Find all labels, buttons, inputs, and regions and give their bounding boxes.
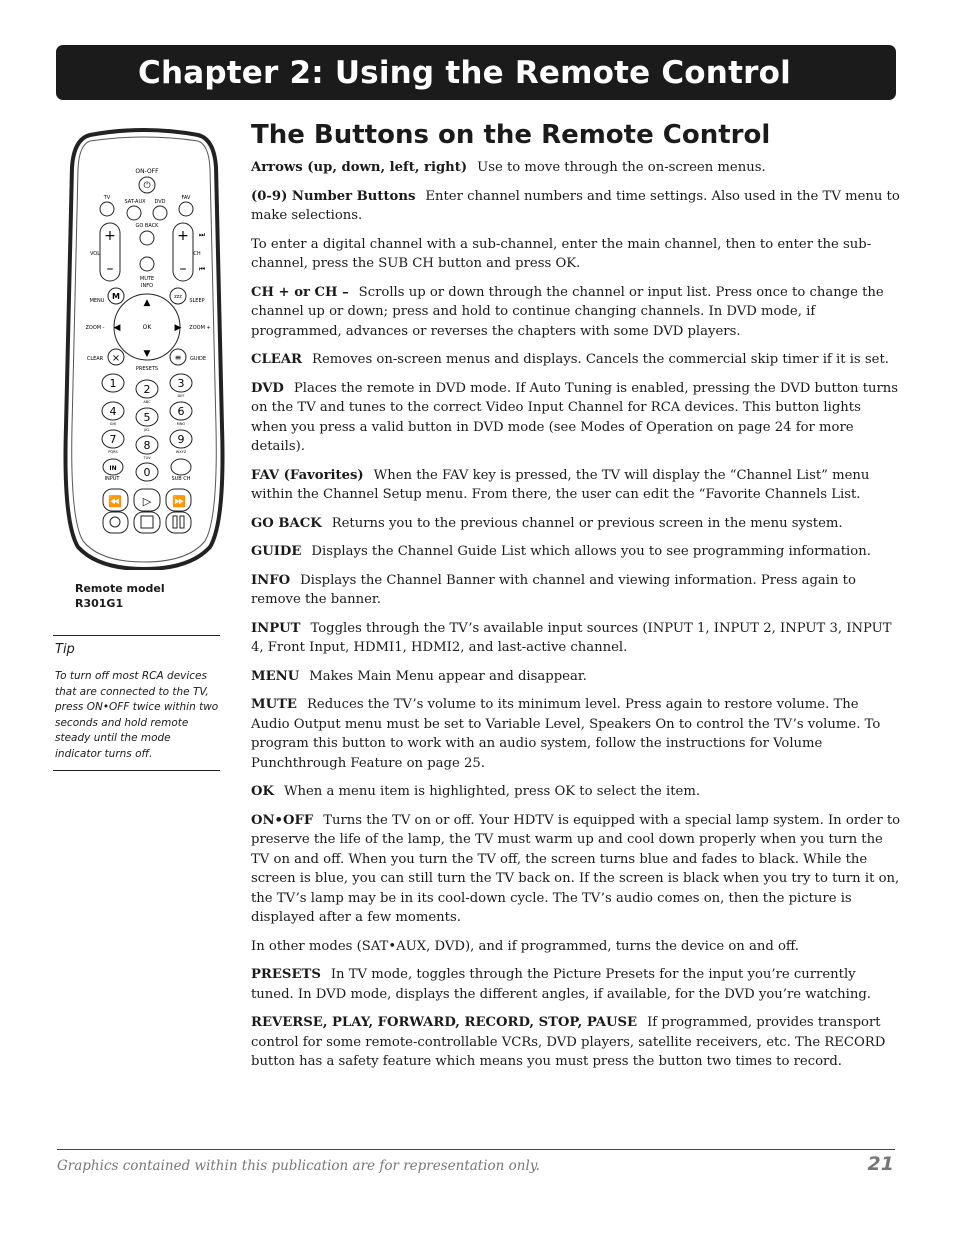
label-sub-ch: SUB CH bbox=[171, 476, 191, 482]
svg-text:▲: ▲ bbox=[143, 298, 151, 308]
label-dvd: DVD bbox=[154, 199, 166, 205]
label-tv: TV bbox=[103, 195, 111, 201]
entry-presets bbox=[251, 965, 901, 1004]
entry-mute bbox=[251, 695, 901, 773]
digit-1: 1 bbox=[109, 377, 117, 390]
entry-text: Makes Main Menu appear and disappear. bbox=[309, 668, 587, 684]
svg-text:–: – bbox=[179, 261, 187, 277]
svg-text:⏻: ⏻ bbox=[143, 181, 151, 191]
letters-4: GHI bbox=[109, 422, 117, 426]
letters-2: ABC bbox=[143, 400, 151, 404]
letters-9: WXYZ bbox=[175, 450, 187, 454]
label-ok: OK bbox=[142, 324, 152, 331]
transport-controls bbox=[103, 489, 191, 533]
svg-text:+: + bbox=[177, 228, 189, 244]
svg-text:▶: ▶ bbox=[174, 323, 182, 333]
section-title: The Buttons on the Remote Control bbox=[251, 120, 771, 150]
fav-button bbox=[179, 202, 193, 216]
svg-text:▼: ▼ bbox=[143, 349, 151, 359]
entry-term: OK bbox=[251, 784, 274, 799]
letters-7: PQRS bbox=[108, 450, 118, 454]
label-zoom-plus: ZOOM + bbox=[189, 325, 211, 331]
entry-term: MUTE bbox=[251, 697, 297, 712]
entry-sub-channel bbox=[251, 235, 901, 274]
digit-3: 3 bbox=[177, 377, 185, 390]
svg-text:⏮: ⏮ bbox=[198, 265, 206, 273]
entry-text: Places the remote in DVD mode. If Auto Tuning is enabled, pressing the DVD button turns on the TV and tunes to the correct Video Input Channel for RCA devices. This button lights when you press a valid button in DVD mode (see Modes of Operation on page 24 for more details). bbox=[251, 380, 899, 454]
entry-text: Use to move through the on-screen menus. bbox=[477, 160, 766, 175]
entry-menu bbox=[251, 667, 901, 687]
label-on-off: ON-OFF bbox=[135, 168, 159, 175]
label-sleep: SLEEP bbox=[189, 298, 205, 304]
tip-title: Tip bbox=[55, 642, 75, 657]
remote-caption-line2: R301G1 bbox=[75, 597, 124, 610]
digit-7: 7 bbox=[109, 433, 117, 446]
digit-5: 5 bbox=[143, 411, 151, 424]
tv-button bbox=[100, 202, 114, 216]
entry-ch bbox=[251, 283, 901, 342]
label-menu: MENU bbox=[89, 298, 105, 304]
label-presets: PRESETS bbox=[135, 366, 159, 372]
letters-8: TUV bbox=[143, 456, 151, 460]
reverse-icon: ⏪ bbox=[108, 495, 122, 508]
entry-arrows bbox=[251, 158, 901, 178]
remote-drawing bbox=[60, 127, 228, 570]
remote-caption bbox=[75, 581, 165, 611]
digit-9: 9 bbox=[177, 433, 185, 446]
main-content bbox=[251, 120, 901, 1081]
entry-text: When the FAV key is pressed, the TV will display the “Channel List” menu within the Channel Setup menu. From there, the user can edit the “Favorite Channels List. bbox=[251, 467, 870, 502]
entry-term: CLEAR bbox=[251, 352, 303, 367]
svg-text:◀: ◀ bbox=[113, 323, 121, 333]
mute-button bbox=[140, 257, 154, 271]
tip-box bbox=[53, 635, 220, 771]
remote-illustration bbox=[60, 127, 228, 570]
footer-rule bbox=[57, 1149, 895, 1150]
entry-on-off bbox=[251, 811, 901, 928]
entry-dvd bbox=[251, 379, 901, 457]
entry-term: ON•OFF bbox=[251, 812, 314, 828]
svg-text:IN: IN bbox=[109, 465, 117, 472]
label-input: INPUT bbox=[104, 476, 120, 482]
chapter-title: Chapter 2: Using the Remote Control bbox=[138, 54, 791, 91]
entry-term: INPUT bbox=[251, 620, 301, 636]
entry-text: Reduces the TV’s volume to its minimum level. Press again to restore volume. The Audio Output menu must be set to Variable Level, Speakers On to control the TV’s volume. To program this button to work with an audio system, follow the instructions for Volume Punchthrough Feature on page 25. bbox=[251, 697, 881, 771]
label-zoom-minus: ZOOM - bbox=[85, 325, 105, 331]
digit-6: 6 bbox=[177, 405, 185, 418]
entry-term: PRESETS bbox=[251, 967, 321, 982]
svg-text:zzz: zzz bbox=[174, 294, 182, 300]
entry-text: Displays the Channel Banner with channel and viewing information. Press again to remove the banner. bbox=[251, 572, 856, 607]
entry-other-modes bbox=[251, 937, 901, 957]
entry-go-back bbox=[251, 514, 901, 534]
go-back-button bbox=[140, 231, 154, 245]
label-vol: VOL bbox=[89, 251, 101, 257]
digit-2: 2 bbox=[143, 383, 151, 396]
entry-input bbox=[251, 619, 901, 658]
entry-fav bbox=[251, 466, 901, 505]
forward-icon: ⏩ bbox=[172, 495, 186, 508]
label-sat-aux: SAT-AUX bbox=[124, 199, 146, 205]
svg-text:+: + bbox=[104, 228, 116, 244]
entry-term: CH + or CH – bbox=[251, 284, 349, 300]
entry-text: Displays the Channel Guide List which allows you to see programming information. bbox=[311, 544, 871, 559]
svg-text:–: – bbox=[106, 261, 114, 277]
entry-info bbox=[251, 571, 901, 610]
entry-number-buttons bbox=[251, 187, 901, 226]
label-guide: GUIDE bbox=[189, 356, 207, 362]
entry-transport bbox=[251, 1013, 901, 1072]
entry-term: REVERSE, PLAY, FORWARD, RECORD, STOP, PAUSE bbox=[251, 1015, 638, 1030]
footer-note: Graphics contained within this publication are for representation only. bbox=[57, 1158, 540, 1174]
letters-6: MNO bbox=[176, 422, 186, 426]
play-icon: ▷ bbox=[142, 495, 152, 508]
entry-term: INFO bbox=[251, 572, 291, 588]
entry-text: In TV mode, toggles through the Picture Presets for the input you’re currently tuned. In DVD mode, displays the different angles, if available, for the DVD you’re watching. bbox=[251, 967, 871, 1002]
letters-3: DEF bbox=[177, 394, 185, 398]
sub-ch-button bbox=[171, 459, 191, 475]
entry-text: Scrolls up or down through the channel or input list. Press once to change the channel up or down; press and hold to continue changing channels. In DVD mode, if programmed, advances or reverses the chapters with some DVD players. bbox=[251, 284, 884, 339]
entry-term: GUIDE bbox=[251, 544, 302, 559]
digit-key-1 bbox=[102, 374, 124, 392]
svg-text:≡: ≡ bbox=[174, 353, 182, 362]
entry-text: Removes on-screen menus and displays. Cancels the commercial skip timer if it is set. bbox=[312, 352, 889, 367]
entry-term: FAV (Favorites) bbox=[251, 467, 364, 483]
entry-clear bbox=[251, 350, 901, 370]
page-number: 21 bbox=[867, 1153, 894, 1175]
letters-5: JKL bbox=[144, 428, 150, 432]
dvd-button bbox=[153, 206, 167, 220]
entry-text: Returns you to the previous channel or previous screen in the menu system. bbox=[331, 515, 843, 531]
svg-text:×: × bbox=[111, 353, 121, 364]
remote-caption-line1: Remote model bbox=[75, 582, 165, 595]
digit-4: 4 bbox=[109, 405, 117, 418]
entry-text: If programmed, provides transport control for some remote-controllable VCRs, DVD players, satellite receivers, etc. The RECORD button has a safety feature which means you must press the button two times to record. bbox=[251, 1015, 886, 1069]
letters-0: - bbox=[146, 482, 148, 486]
label-mute: MUTE bbox=[139, 276, 155, 282]
entry-text: When a menu item is highlighted, press OK to select the item. bbox=[283, 784, 701, 799]
svg-text:M: M bbox=[112, 292, 120, 301]
label-ch: CH bbox=[193, 251, 201, 257]
entry-term: MENU bbox=[251, 668, 300, 684]
entry-text: Enter channel numbers and time settings. Also used in the TV menu to make selections. bbox=[251, 188, 900, 223]
entry-term: (0-9) Number Buttons bbox=[251, 188, 416, 204]
entry-term: Arrows (up, down, left, right) bbox=[251, 160, 468, 175]
entry-term: DVD bbox=[251, 380, 284, 396]
digit-8: 8 bbox=[143, 439, 151, 452]
entry-term: GO BACK bbox=[251, 515, 322, 531]
label-info: INFO bbox=[140, 283, 154, 289]
label-fav: FAV bbox=[181, 195, 191, 201]
digit-0: 0 bbox=[143, 466, 151, 479]
label-go-back: GO BACK bbox=[135, 223, 159, 229]
svg-text:⏭: ⏭ bbox=[198, 231, 206, 239]
entry-text: In other modes (SAT•AUX, DVD), and if programmed, turns the device on and off. bbox=[251, 938, 800, 954]
tip-text: To turn off most RCA devices that are connected to the TV, press ON•OFF twice within two seconds and hold remote steady until the mode indicator turns off. bbox=[55, 670, 219, 760]
label-clear: CLEAR bbox=[86, 356, 104, 362]
entry-text: To enter a digital channel with a sub-channel, enter the main channel, then to enter the sub-channel, press the SUB CH button and press OK. bbox=[251, 236, 872, 271]
entry-ok bbox=[251, 782, 901, 802]
entry-text: Toggles through the TV’s available input sources (INPUT 1, INPUT 2, INPUT 3, INPUT 4, Front Input, HDMI1, HDMI2, and last-active channel. bbox=[251, 620, 892, 655]
chapter-header bbox=[56, 45, 896, 100]
entry-text: Turns the TV on or off. Your HDTV is equipped with a special lamp system. In order to preserve the life of the lamp, the TV must warm up and cool down properly when you turn the TV on and off. When you turn the TV off, the screen turns blue and fades to black. While the screen is blue, you can still turn the TV back on. If the screen is black when you try to turn it on, the TV’s lamp may be in its cool-down cycle. The TV’s audio comes on, then the picture is displayed after a few moments. bbox=[251, 812, 901, 925]
sat-aux-button bbox=[127, 206, 141, 220]
entry-guide bbox=[251, 542, 901, 562]
